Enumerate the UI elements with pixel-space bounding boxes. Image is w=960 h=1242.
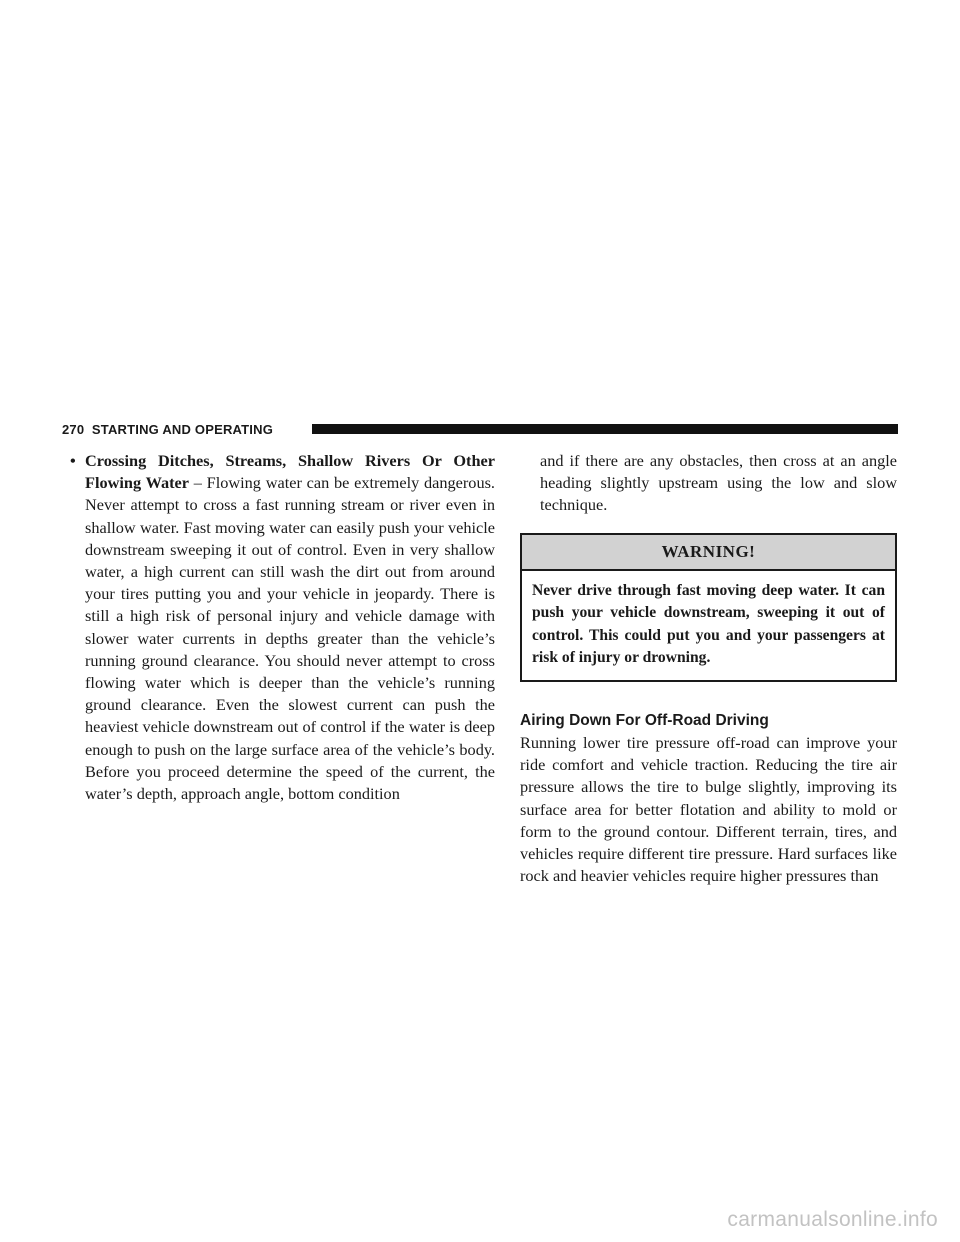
warning-box <box>520 533 897 682</box>
warning-text: Never drive through fast moving deep water. It can push your vehicle downstream, sweeping it out of control. This could put you and your passengers at risk of injury or drowning. <box>532 581 885 667</box>
section-heading: Airing Down For Off-Road Driving <box>520 711 769 729</box>
section-body: Running lower tire pressure off-road can improve your ride comfort and vehicle traction. Reducing the tire air pressure allows the tire to bulge slightly, improving its surface area for better flotation and ability to mold or form to the ground contour. Different terrain, tires, and vehicles require different tire pressure. Hard surfaces like rock and heavier vehicles require higher pressures than <box>520 732 897 886</box>
page-header <box>62 421 898 438</box>
right-column <box>520 450 897 887</box>
header-label <box>62 421 279 438</box>
bullet-item-title: Crossing Ditches, Streams, Shallow Rivers Or Other Flowing Water <box>85 451 495 493</box>
section-title: STARTING AND OPERATING <box>91 422 274 437</box>
bullet-item-crossing-water <box>70 450 495 805</box>
bullet-marker: • <box>70 451 76 470</box>
page-number: 270 <box>62 422 85 437</box>
left-column <box>70 450 495 805</box>
bullet-item-text: – Flowing water can be extremely dangerous. Never attempt to cross a fast running stream or river even in shallow water. Fast moving water can easily push your vehicle downstream sweeping it out of control. Even in very shallow water, a high current can still wash the dirt out from around your tires putting you and your vehicle in jeopardy. There is still a high risk of personal injury and vehicle damage with slower water currents in depths greater than the vehicle’s running ground clearance. You should never attempt to cross flowing water which is deeper than the vehicle’s running ground clearance. Even the slowest current can push the heaviest vehicle downstream out of control if the water is deep enough to push on the large surface area of the vehicle’s body. Before you proceed determine the speed of the current, the water’s depth, approach angle, bottom condition <box>85 473 495 804</box>
warning-title: WARNING! <box>522 535 895 571</box>
header-rule <box>312 424 898 434</box>
watermark: carmanualsonline.info <box>727 1208 938 1231</box>
continuation-text: and if there are any obstacles, then cross at an angle heading slightly upstream using the low and slow technique. <box>540 451 897 515</box>
